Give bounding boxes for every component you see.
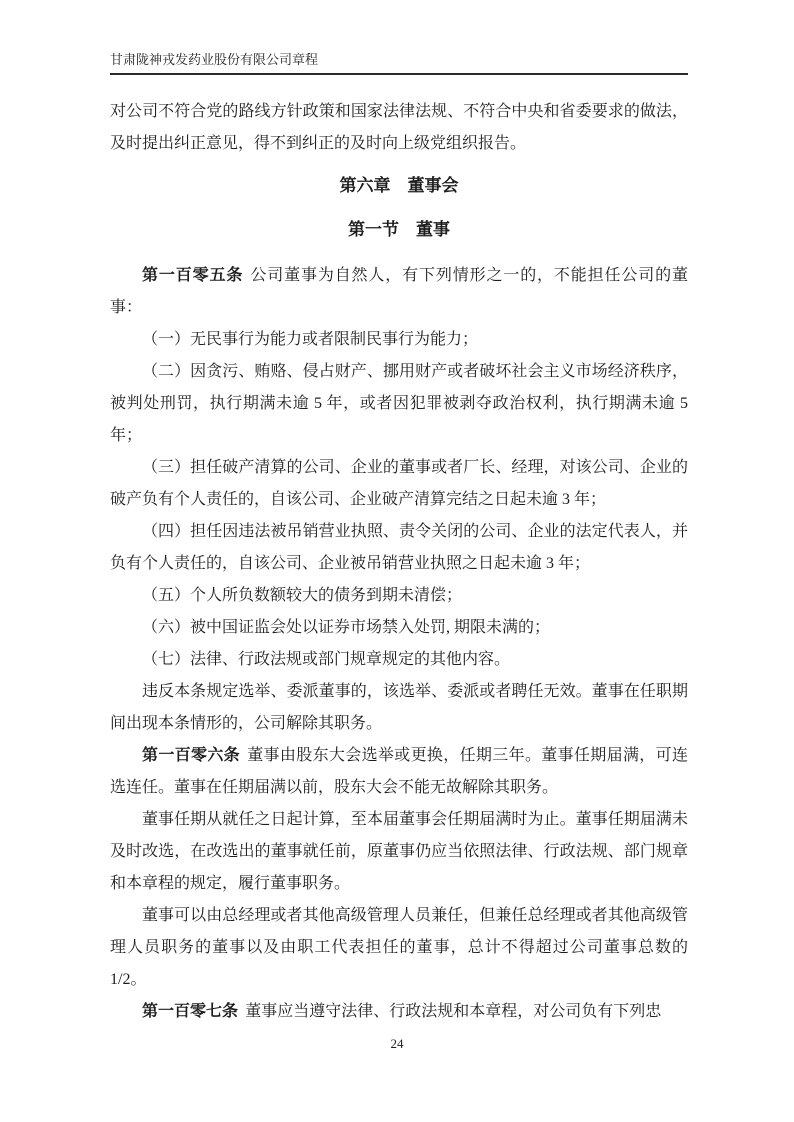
- paragraph-concurrent: 董事可以由总经理或者其他高级管理人员兼任，但兼任总经理或者其他高级管理人员职务的董事以及由职工代表担任的董事，总计不得超过公司董事总数的 1/2。: [110, 907, 688, 988]
- chapter-heading: 第六章 董事会: [339, 176, 459, 195]
- article-107: [110, 996, 688, 1028]
- list-item-6: （六）被中国证监会处以证券市场禁入处罚, 期限未满的；: [142, 619, 551, 636]
- page-header: [110, 50, 688, 75]
- list-item-7: （七）法律、行政法规或部门规章规定的其他内容。: [142, 651, 511, 668]
- article-106: [110, 740, 688, 804]
- paragraph-intro: 对公司不符合党的路线方针政策和国家法律法规、不符合中央和省委要求的做法，及时提出纠正意见，得不到纠正的及时向上级党组织报告。: [110, 103, 688, 152]
- paragraph-violation: 违反本条规定选举、委派董事的，该选举、委派或者聘任无效。董事在任职期间出现本条情形的，公司解除其职务。: [110, 683, 688, 732]
- page-footer: [0, 1036, 794, 1052]
- header-title: 甘肃陇神戎发药业股份有限公司章程: [110, 52, 319, 67]
- paragraph-term: 董事任期从就任之日起计算，至本届董事会任期届满时为止。董事任期届满未及时改选，在改选出的董事就任前，原董事仍应当依照法律、行政法规、部门规章和本章程的规定，履行董事职务。: [110, 811, 688, 892]
- list-item-3: （三）担任破产清算的公司、企业的董事或者厂长、经理，对该公司、企业的破产负有个人责任的，自该公司、企业破产清算完结之日起未逾 3 年；: [110, 459, 688, 508]
- list-item-4: （四）担任因违法被吊销营业执照、责令关闭的公司、企业的法定代表人，并负有个人责任的，自该公司、企业被吊销营业执照之日起未逾 3 年；: [110, 523, 688, 572]
- article-107-text: 董事应当遵守法律、行政法规和本章程，对公司负有下列忠: [245, 1003, 662, 1020]
- article-105: [110, 260, 688, 324]
- list-item-1: （一）无民事行为能力或者限制民事行为能力；: [142, 331, 479, 348]
- article-106-number: 第一百零六条: [142, 747, 241, 764]
- article-105-number: 第一百零五条: [142, 267, 244, 284]
- list-item-5: （五）个人所负数额较大的债务到期未清偿；: [142, 587, 463, 604]
- article-107-number: 第一百零七条: [142, 1003, 239, 1020]
- list-item-2: （二）因贪污、贿赂、侵占财产、挪用财产或者破坏社会主义市场经济秩序，被判处刑罚，执行期满未逾 5 年，或者因犯罪被剥夺政治权利，执行期满未逾 5 年；: [110, 363, 688, 444]
- page-body: [110, 96, 688, 1028]
- section-heading: 第一节 董事: [348, 220, 450, 239]
- page-number: 24: [390, 1036, 404, 1051]
- article-105-text: 公司董事为自然人，有下列情形之一的，不能担任公司的董事：: [110, 267, 688, 316]
- article-106-text: 董事由股东大会选举或更换，任期三年。董事任期届满，可连选连任。董事在任期届满以前，股东大会不能无故解除其职务。: [110, 747, 688, 796]
